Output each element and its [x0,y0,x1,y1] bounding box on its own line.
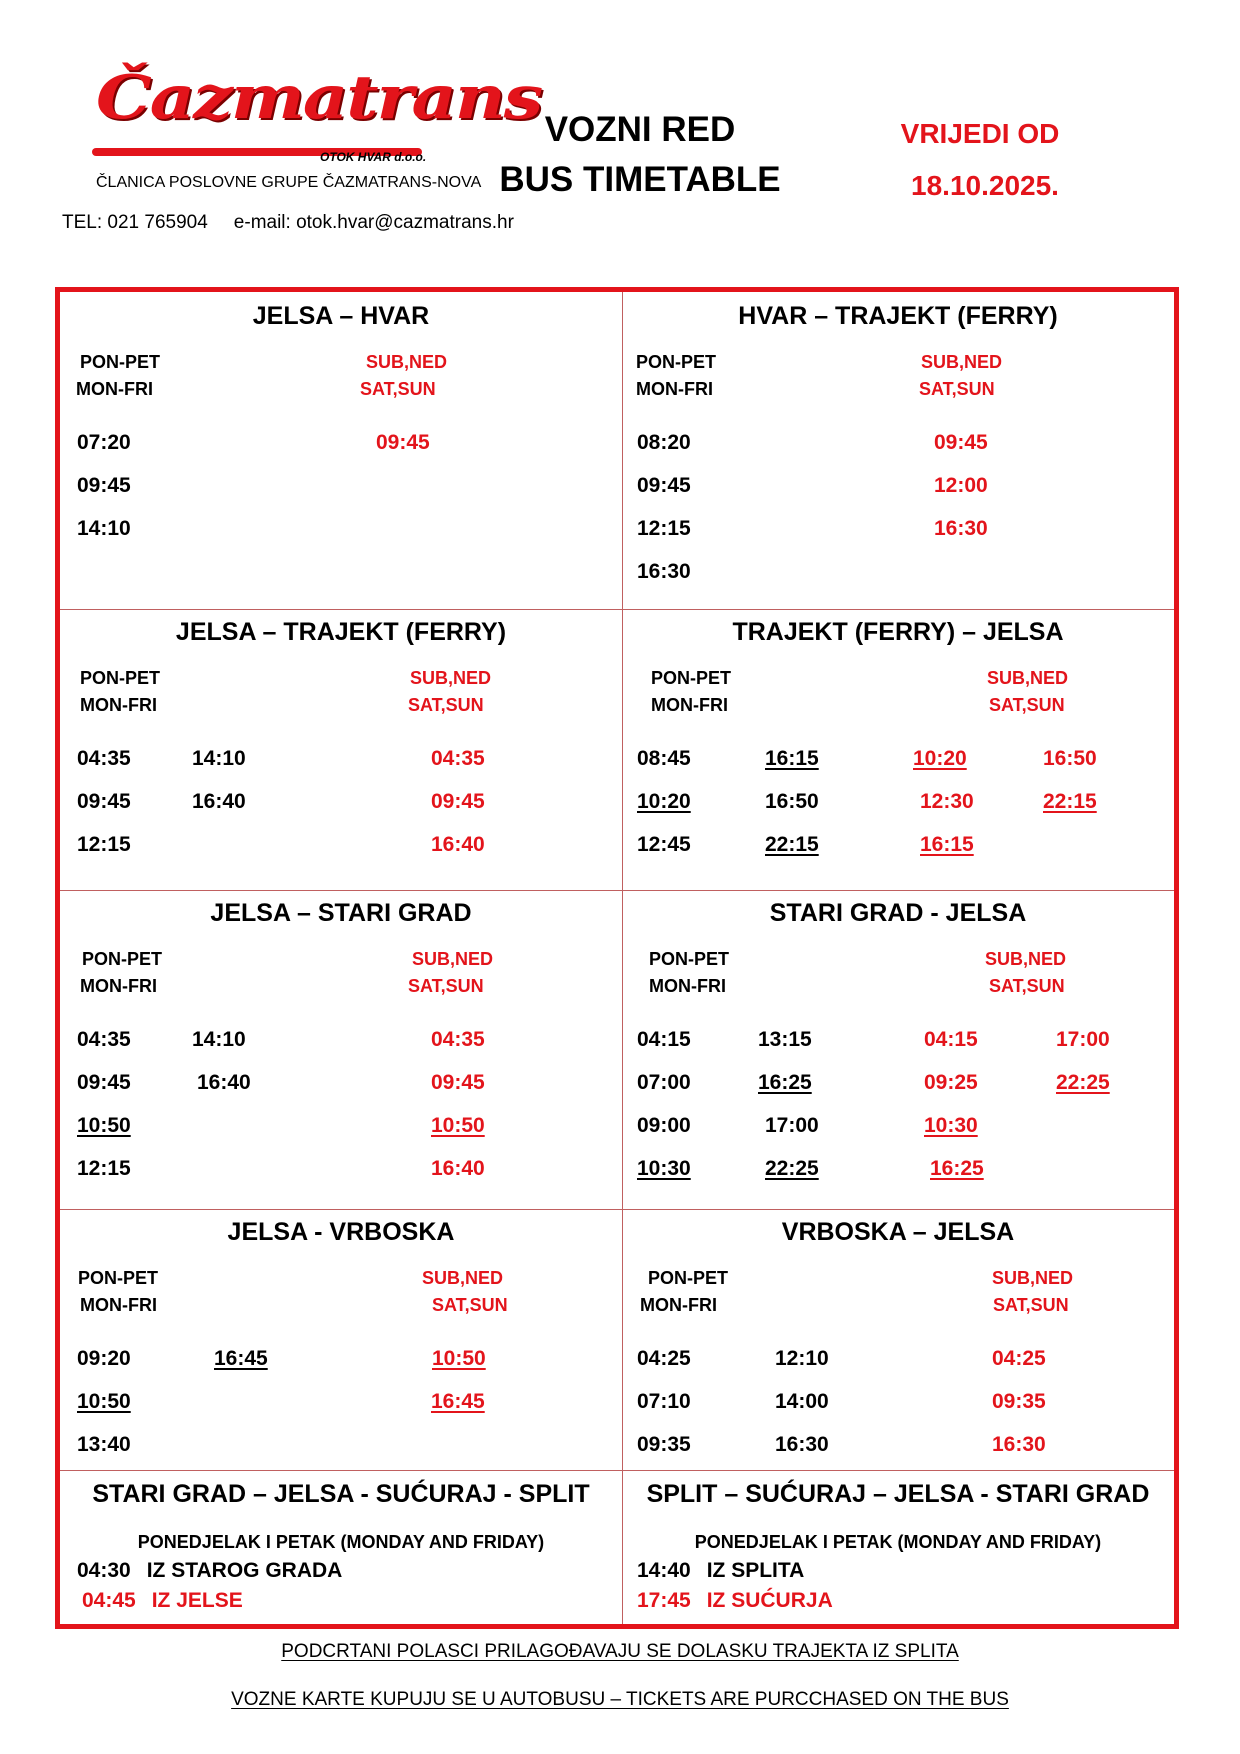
departure-time: 07:20 [77,431,131,454]
timetable-frame [55,287,1179,1629]
weekday-label-hr: PON-PET [80,668,161,688]
departure-time: 12:00 [934,474,988,497]
departure-time-ferry-adjusted: 10:20 [637,790,691,813]
departure-line [77,1559,342,1583]
departure-time: 09:45 [77,474,131,497]
weekday-label-en: MON-FRI [76,379,153,399]
weekend-label-en: SAT,SUN [432,1295,508,1315]
column-divider [622,292,623,1624]
weekend-label-hr: SUB,NED [985,949,1067,969]
departure-time: 09:45 [376,431,430,454]
departure-time-ferry-adjusted: 10:50 [431,1114,485,1137]
departure-time: 13:15 [758,1028,812,1051]
valid-from-label: VRIJEDI OD [900,118,1060,149]
departure-time-ferry-adjusted: 16:15 [920,833,974,856]
contact-line [62,212,514,234]
departure-time: 04:35 [77,1028,131,1051]
departure-time-ferry-adjusted: 10:50 [77,1390,131,1413]
weekday-label-hr: PON-PET [648,1268,729,1288]
departure-time-ferry-adjusted: 16:25 [758,1071,812,1094]
company-logo [92,62,542,197]
departure-time: 12:15 [637,517,691,540]
departure-time: 12:10 [775,1347,829,1370]
departure-time-ferry-adjusted: 16:15 [765,747,819,770]
departure-time: 09:45 [77,1071,131,1094]
row-divider [60,1209,1174,1210]
service-days-note: PONEDJELAK I PETAK (MONDAY AND FRIDAY) [137,1532,545,1552]
departure-time: 16:40 [192,790,246,813]
departure-time: 12:45 [637,833,691,856]
departure-time: 09:45 [431,1071,485,1094]
departure-time: 16:30 [775,1433,829,1456]
departure-time: 14:00 [775,1390,829,1413]
section-title: STARI GRAD – JELSA - SUĆURAJ - SPLIT [92,1480,590,1508]
departure-time: 12:15 [77,1157,131,1180]
weekday-label-hr: PON-PET [78,1268,159,1288]
departure-time: 14:10 [192,747,246,770]
section-title: JELSA – STARI GRAD [210,899,472,927]
weekend-label-en: SAT,SUN [408,976,484,996]
departure-time: 12:30 [920,790,974,813]
weekday-label-en: MON-FRI [636,379,713,399]
departure-time: 09:00 [637,1114,691,1137]
phone-number: TEL: 021 765904 [62,212,208,233]
departure-origin: IZ JELSE [151,1589,243,1612]
departure-time-ferry-adjusted: 10:20 [913,747,967,770]
departure-time: 12:15 [77,833,131,856]
weekday-label-hr: PON-PET [636,352,717,372]
departure-time-ferry-adjusted: 10:30 [924,1114,978,1137]
logo-wordmark: Čazmatrans [96,62,542,133]
departure-time: 04:15 [637,1028,691,1051]
departure-time: 04:35 [77,747,131,770]
section-title: VRBOSKA – JELSA [781,1218,1015,1246]
departure-time-ferry-adjusted: 10:50 [77,1114,131,1137]
weekday-label-en: MON-FRI [80,976,157,996]
section-title: JELSA – HVAR [252,302,430,330]
departure-time: 09:45 [934,431,988,454]
section-title: JELSA - VRBOSKA [227,1218,455,1246]
departure-time: 17:00 [765,1114,819,1137]
row-divider [60,609,1174,610]
departure-time: 16:30 [934,517,988,540]
departure-time-ferry-adjusted: 16:45 [214,1347,268,1370]
departure-time: 04:25 [992,1347,1046,1370]
weekday-label-hr: PON-PET [649,949,730,969]
departure-time-ferry-adjusted: 22:25 [765,1157,819,1180]
row-divider [60,890,1174,891]
weekend-label-en: SAT,SUN [993,1295,1069,1315]
weekday-label-en: MON-FRI [80,695,157,715]
weekend-label-en: SAT,SUN [919,379,995,399]
page-title-en: BUS TIMETABLE [499,160,781,199]
departure-time: 09:20 [77,1347,131,1370]
departure-time: 17:00 [1056,1028,1110,1051]
weekday-label-en: MON-FRI [640,1295,717,1315]
departure-time: 09:35 [637,1433,691,1456]
weekend-label-hr: SUB,NED [366,352,448,372]
departure-time-ferry-adjusted: 16:25 [930,1157,984,1180]
departure-origin: IZ SPLITA [706,1559,805,1582]
departure-time: 04:15 [924,1028,978,1051]
weekend-label-en: SAT,SUN [989,976,1065,996]
logo-subtitle: OTOK HVAR d.o.o. [320,150,427,164]
departure-origin: IZ STAROG GRADA [146,1559,343,1582]
weekday-label-hr: PON-PET [80,352,161,372]
footnote-tickets: VOZNE KARTE KUPUJU SE U AUTOBUSU – TICKETS ARE PURCCHASED ON THE BUS [231,1689,1009,1710]
weekend-label-en: SAT,SUN [360,379,436,399]
departure-line [82,1589,243,1613]
weekend-label-hr: SUB,NED [422,1268,504,1288]
service-days-note: PONEDJELAK I PETAK (MONDAY AND FRIDAY) [694,1532,1102,1552]
row-divider [60,1470,1174,1471]
departure-line [637,1589,833,1613]
weekend-label-hr: SUB,NED [987,668,1069,688]
section-title: HVAR – TRAJEKT (FERRY) [738,302,1058,330]
departure-time: 07:00 [637,1071,691,1094]
weekend-label-hr: SUB,NED [921,352,1003,372]
departure-time-ferry-adjusted: 10:50 [432,1347,486,1370]
departure-time-ferry-adjusted: 22:15 [1043,790,1097,813]
departure-time: 14:10 [77,517,131,540]
weekday-label-en: MON-FRI [80,1295,157,1315]
section-title: TRAJEKT (FERRY) – JELSA [732,618,1064,646]
departure-time: 07:10 [637,1390,691,1413]
page-title: VOZNI RED [544,110,736,149]
departure-time: 16:40 [431,1157,485,1180]
departure-time: 14:10 [192,1028,246,1051]
weekday-label-hr: PON-PET [82,949,163,969]
weekend-label-en: SAT,SUN [989,695,1065,715]
departure-time-ferry-adjusted: 22:15 [765,833,819,856]
departure-origin: IZ SUĆURJA [706,1589,833,1612]
departure-time: 09:35 [992,1390,1046,1413]
departure-time-ferry-adjusted: 10:30 [637,1157,691,1180]
departure-time: 04:30 [77,1559,131,1582]
departure-time: 09:45 [77,790,131,813]
departure-time: 17:45 [637,1589,691,1612]
email-address[interactable]: e-mail: otok.hvar@cazmatrans.hr [233,212,514,233]
departure-time: 04:35 [431,1028,485,1051]
departure-time: 16:40 [197,1071,251,1094]
weekday-label-en: MON-FRI [651,695,728,715]
weekend-label-hr: SUB,NED [412,949,494,969]
weekend-label-en: SAT,SUN [408,695,484,715]
departure-time: 16:40 [431,833,485,856]
departure-time: 16:50 [765,790,819,813]
departure-time: 09:45 [431,790,485,813]
departure-time: 16:30 [992,1433,1046,1456]
departure-time: 16:30 [637,560,691,583]
departure-time: 09:25 [924,1071,978,1094]
departure-time: 08:20 [637,431,691,454]
weekday-label-en: MON-FRI [649,976,726,996]
departure-time: 13:40 [77,1433,131,1456]
departure-time: 04:45 [82,1589,136,1612]
departure-time-ferry-adjusted: 22:25 [1056,1071,1110,1094]
departure-time: 04:35 [431,747,485,770]
section-title: STARI GRAD - JELSA [769,899,1027,927]
departure-time: 08:45 [637,747,691,770]
weekend-label-hr: SUB,NED [992,1268,1074,1288]
departure-time: 04:25 [637,1347,691,1370]
section-title: SPLIT – SUĆURAJ – JELSA - STARI GRAD [646,1480,1150,1508]
member-line: ČLANICA POSLOVNE GRUPE ČAZMATRANS-NOVA [96,174,482,191]
departure-time: 09:45 [637,474,691,497]
departure-line [637,1559,804,1583]
departure-time: 14:40 [637,1559,691,1582]
weekday-label-hr: PON-PET [651,668,732,688]
departure-time: 16:50 [1043,747,1097,770]
departure-time-ferry-adjusted: 16:45 [431,1390,485,1413]
weekend-label-hr: SUB,NED [410,668,492,688]
valid-from-date: 18.10.2025. [911,170,1059,201]
footnote-underlined-departures: PODCRTANI POLASCI PRILAGOĐAVAJU SE DOLASKU TRAJEKTA IZ SPLITA [281,1641,959,1662]
section-title: JELSA – TRAJEKT (FERRY) [175,618,507,646]
